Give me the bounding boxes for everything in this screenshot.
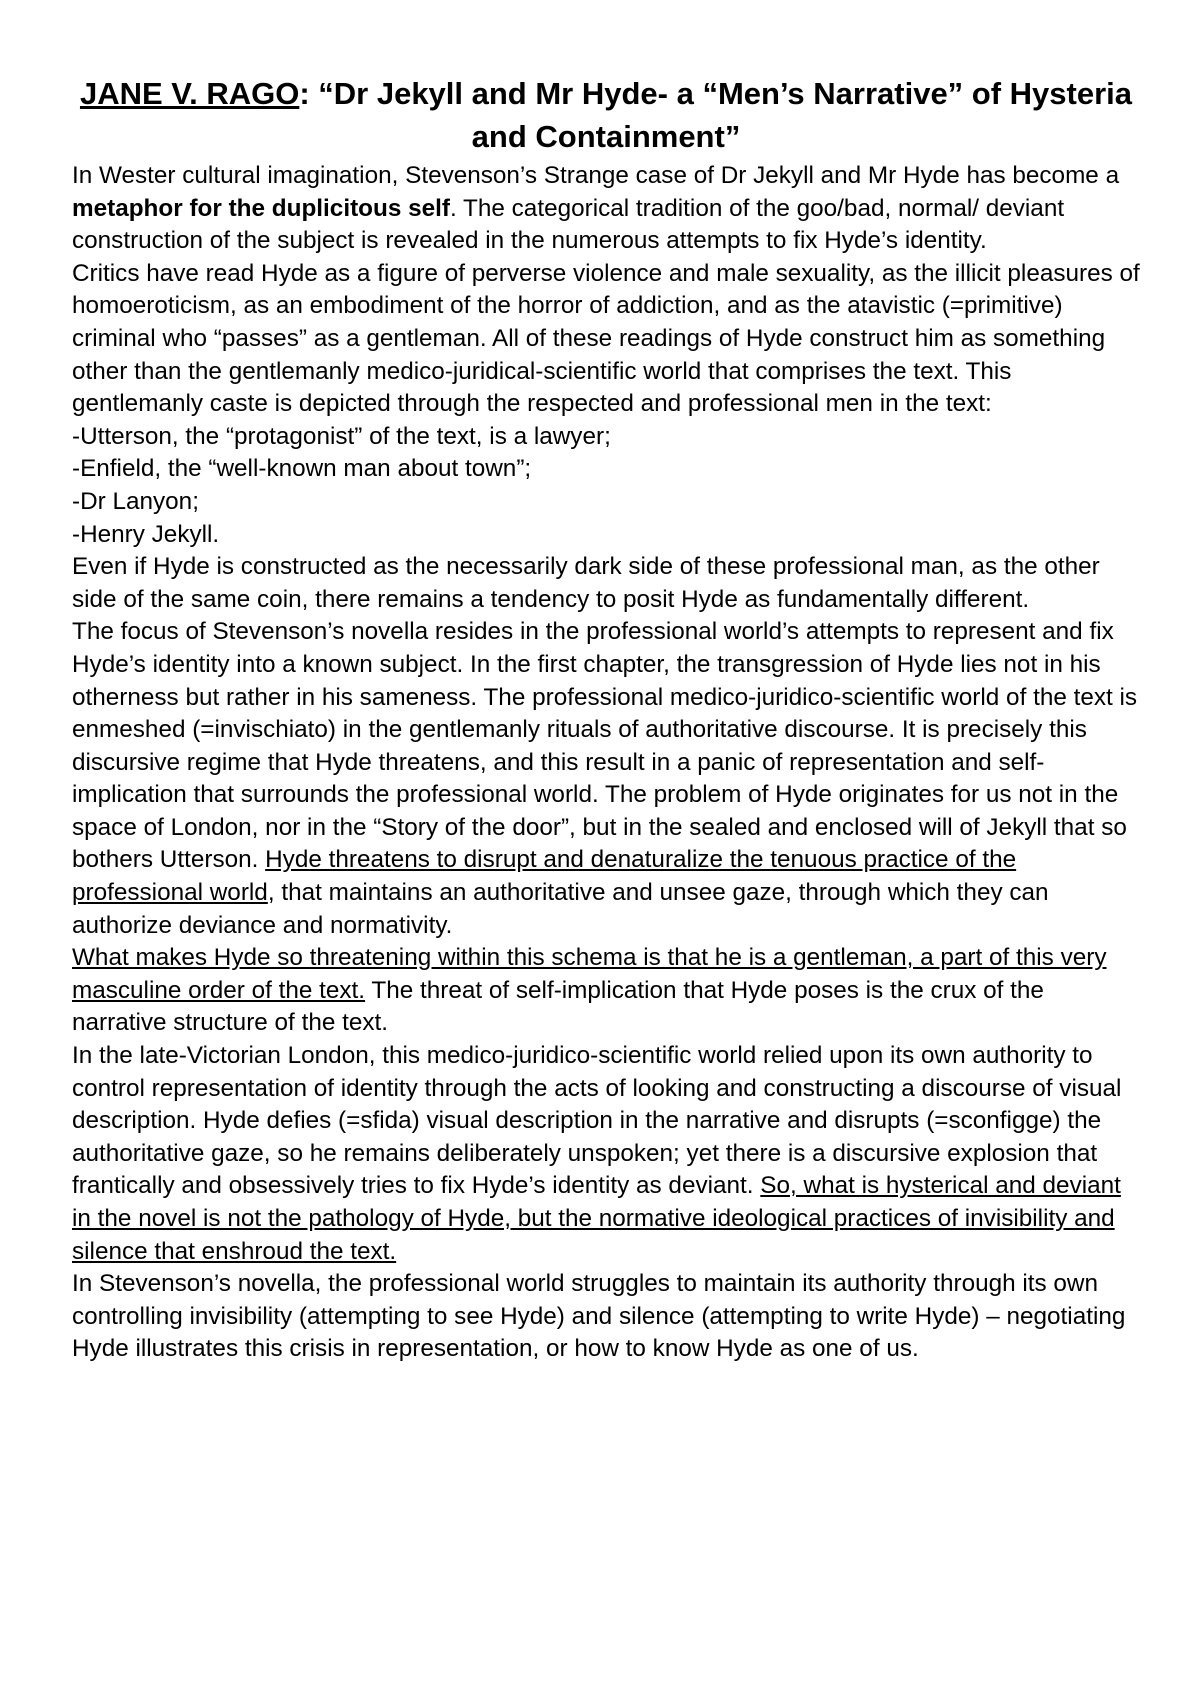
title-text: “Dr Jekyll and Mr Hyde- a “Men’s Narrative” of Hysteria and Containment” <box>309 76 1133 154</box>
underlined-phrase: What makes Hyde so threatening within this schema is that he is a gentleman, a part of this very masculine order of the text. <box>72 944 1107 1004</box>
list-item: -Dr Lanyon; <box>72 487 199 515</box>
title-author: JANE V. RAGO <box>79 76 300 111</box>
paragraph-conclusion: In Stevenson’s novella, the professional world struggles to maintain its authority through its own controlling invisibility (attempting to see Hyde) and silence (attempting to write Hyde) – negotiating Hyde illustrates this crisis in representation, or how to know Hyde as one of us. <box>72 1270 1126 1363</box>
list-item: -Henry Jekyll. <box>72 520 220 548</box>
paragraph-dark-side: Even if Hyde is constructed as the necessarily dark side of these professional man, as the other side of the same coin, there remains a tendency to posit Hyde as fundamentally different. <box>72 553 1100 613</box>
document-body <box>72 160 1140 1366</box>
paragraph-victorian: In the late-Victorian London, this medico-juridico-scientific world relied upon its own authority to control representation of identity through the acts of looking and constructing a discourse of visual description. Hyde defies (=sfida) visual description in the narrative and disrupts (=sconfigge) the authoritative gaze, so he remains deliberately unspoken; yet there is a discursive explosion that frantically and obsessively tries to fix Hyde’s identity as deviant. So, what is hysterical and deviant in the novel is not the pathology of Hyde, but the normative ideological practices of invisibility and silence that enshroud the text. <box>72 1042 1122 1265</box>
bold-phrase: metaphor for the duplicitous self <box>72 194 450 222</box>
paragraph-critics: Critics have read Hyde as a figure of perverse violence and male sexuality, as the illicit pleasures of homoeroticism, as an embodiment of the horror of addiction, and as the atavistic (=primitive) criminal who “passes” as a gentleman. All of these readings of Hyde construct him as something other than the gentlemanly medico-juridical-scientific world that comprises the text. This gentlemanly caste is depicted through the respected and professional men in the text: <box>72 259 1140 418</box>
list-item: -Utterson, the “protagonist” of the text, is a lawyer; <box>72 422 611 450</box>
paragraph-focus: The focus of Stevenson’s novella resides in the professional world’s attempts to represent and fix Hyde’s identity into a known subject. In the first chapter, the transgression of Hyde lies not in his otherness but rather in his sameness. The professional medico-juridico-scientific world of the text is enmeshed (=invischiato) in the gentlemanly rituals of authoritative discourse. It is precisely this discursive regime that Hyde threatens, and this result in a panic of representation and self-implication that surrounds the professional world. The problem of Hyde originates for us not in the space of London, nor in the “Story of the door”, but in the sealed and enclosed will of Jekyll that so bothers Utterson. Hyde threatens to disrupt and denaturalize the tenuous practice of the professional world, that maintains an authoritative and unsee gaze, through which they can authorize deviance and normativity. <box>72 618 1138 939</box>
underlined-phrase: Hyde threatens to disrupt and denaturalize the tenuous practice of the professional world <box>72 846 1017 907</box>
underlined-phrase: So, what is hysterical and deviant in the novel is not the pathology of Hyde, but the normative ideological practices of invisibility and silence that enshroud the text. <box>72 1172 1121 1265</box>
title-separator: : <box>299 76 310 111</box>
page-title <box>72 72 1140 158</box>
paragraph-intro: In Wester cultural imagination, Stevenson’s Strange case of Dr Jekyll and Mr Hyde has become a metaphor for the duplicitous self. The categorical tradition of the goo/bad, normal/ deviant construction of the subject is revealed in the numerous attempts to fix Hyde’s identity. <box>72 162 1120 255</box>
paragraph-threat: What makes Hyde so threatening within this schema is that he is a gentleman, a part of this very masculine order of the text. The threat of self-implication that Hyde poses is the crux of the narrative structure of the text. <box>72 944 1107 1037</box>
list-item: -Enfield, the “well-known man about town”; <box>72 455 532 483</box>
